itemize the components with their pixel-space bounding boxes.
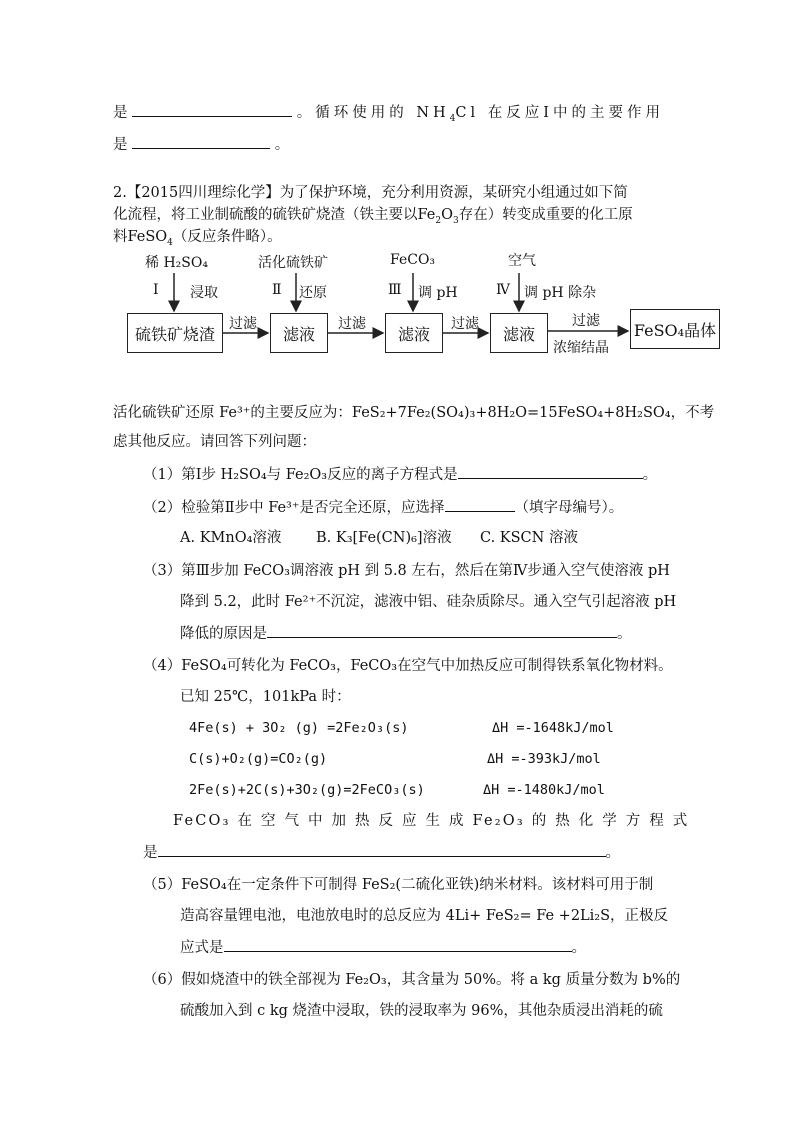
flow-box-product: FeSO₄晶体 — [630, 309, 720, 349]
reagent-3: FeCO₃ — [390, 252, 436, 268]
part-2-option-b: B. K₃[Fe(CN)₆]溶液 — [316, 530, 452, 546]
q2-intro-line3 — [113, 227, 282, 253]
text: Cl 在反应Ⅰ中的主要作用 — [455, 105, 664, 121]
part-3-line1: （3）第Ⅲ步加 FeCO₃调溶液 pH 到 5.8 左右，然后在第Ⅳ步通入空气使溶液 pH — [143, 563, 670, 579]
part-4-line1: （4）FeSO₄可转化为 FeCO₃，FeCO₃在空气中加热反应可制得铁系氧化物材料。 — [143, 658, 673, 674]
answer-blank[interactable] — [445, 497, 515, 512]
part-5-line3 — [180, 937, 586, 958]
answer-blank[interactable] — [267, 623, 617, 638]
text: 是 — [143, 845, 158, 861]
text: O — [441, 207, 453, 223]
answer-blank[interactable] — [458, 464, 643, 479]
answer-blank[interactable] — [132, 134, 270, 149]
arrow-label-2: 过滤 — [338, 316, 366, 332]
text: 4 — [167, 237, 173, 248]
text: 料FeSO — [113, 229, 168, 245]
text: 3 — [452, 215, 459, 226]
part-2 — [143, 497, 623, 518]
text: 。 — [274, 137, 290, 153]
flow-box-filtrate-1: 滤液 — [270, 313, 328, 353]
reaction-line1: 活化硫铁矿还原 Fe³⁺的主要反应为：FeS₂+7Fe₂(SO₄)₃+8H₂O=15FeSO₄+8H₂SO₄，不考 — [113, 405, 715, 421]
op-label-2: 还原 — [299, 285, 327, 301]
text: 4 — [449, 113, 456, 124]
part-4-line2: 已知 25℃，101kPa 时： — [180, 689, 351, 705]
op-label-4: 调 pH 除杂 — [524, 285, 597, 301]
answer-blank[interactable] — [224, 937, 572, 952]
flow-box-slag: 硫铁矿烧渣 — [127, 313, 223, 353]
equation-2: C(s)+O₂(g)=CO₂(g) — [189, 751, 328, 767]
op-label-3: 调 pH — [418, 285, 458, 301]
part-6-line2: 硫酸加入到 c kg 烧渣中浸取，铁的浸取率为 96%，其他杂质浸出消耗的硫 — [180, 1003, 663, 1019]
text: （1）第Ⅰ步 H₂SO₄与 Fe₂O₃反应的离子方程式是 — [143, 467, 458, 483]
text: 存在）转变成重要的化工原 — [458, 207, 633, 223]
part-6-line1: （6）假如烧渣中的铁全部视为 Fe₂O₃，其含量为 50%。将 a kg 质量分数为 b%的 — [143, 972, 681, 988]
text: 化流程，将工业制硫酸的硫铁矿烧渣（铁主要以Fe — [113, 207, 436, 223]
q2-intro-line1: 2.【2015四川理综化学】为了保护环境，充分利用资源，某研究小组通过如下简 — [113, 185, 628, 201]
arrow-label-4: 过滤 — [572, 313, 600, 329]
delta-h-1: ΔH =-1648kJ/mol — [492, 720, 614, 736]
flow-box-filtrate-2: 滤液 — [385, 313, 443, 353]
q1-tail-line2 — [113, 134, 289, 155]
part-5-line1: （5）FeSO₄在一定条件下可制得 FeS₂(二硫化亚铁)纳米材料。该材料可用于制 — [143, 877, 654, 893]
answer-blank[interactable] — [132, 102, 292, 117]
part-1 — [143, 464, 657, 485]
text: 。 — [617, 626, 632, 642]
op-label-1: 浸取 — [190, 285, 218, 301]
text: （反应条件略）。 — [172, 229, 282, 245]
step-label-4: Ⅳ — [496, 282, 510, 298]
part-3-line2: 降到 5.2，此时 Fe²⁺不沉淀，滤液中铝、硅杂质除尽。通入空气引起溶液 pH — [180, 594, 677, 610]
text: 。 — [642, 467, 658, 483]
text: 。 — [571, 940, 586, 956]
text: 2 — [435, 215, 442, 226]
arrow-label-1: 过滤 — [229, 316, 257, 332]
flow-box-filtrate-3: 滤液 — [490, 313, 548, 353]
equation-3: 2Fe(s)+2C(s)+3O₂(g)=2FeCO₃(s) — [189, 782, 425, 798]
part-4-line7 — [143, 842, 620, 863]
equation-1: 4Fe(s) + 3O₂ (g) =2Fe₂O₃(s) — [189, 720, 409, 736]
reaction-line2: 虑其他反应。请回答下列问题： — [113, 434, 316, 450]
part-2-option-a: A. KMnO₄溶液 — [180, 530, 282, 546]
part-3-line3 — [180, 623, 632, 644]
reagent-2: 活化硫铁矿 — [258, 255, 328, 271]
text: （填字母编号）。 — [514, 500, 624, 516]
text: 降低的原因是 — [180, 626, 267, 642]
text: （2）检验第Ⅱ步中 Fe³⁺是否完全还原，应选择 — [143, 500, 445, 516]
text: 。 — [605, 845, 620, 861]
reagent-1: 稀 H₂SO₄ — [145, 255, 208, 271]
text: 应式是 — [180, 940, 224, 956]
text: 。循环使用的 NH — [296, 105, 450, 121]
part-4-line6: FeCO₃ 在 空 气 中 加 热 反 应 生 成 Fe₂O₃ 的 热 化 学 方 程 式 — [173, 813, 690, 829]
part-2-option-c: C. KSCN 溶液 — [480, 530, 578, 546]
part-5-line2: 造高容量锂电池，电池放电时的总反应为 4Li+ FeS₂= Fe +2Li₂S，正极反 — [180, 908, 669, 924]
reagent-4: 空气 — [508, 253, 536, 269]
text: 是 — [113, 137, 128, 153]
delta-h-3: ΔH =-1480kJ/mol — [483, 782, 605, 798]
arrow-label-4-below: 浓缩结晶 — [553, 340, 609, 356]
delta-h-2: ΔH =-393kJ/mol — [487, 751, 601, 767]
arrow-label-3: 过滤 — [451, 316, 479, 332]
answer-blank[interactable] — [158, 842, 606, 857]
step-label-3: Ⅲ — [388, 282, 402, 298]
step-label-2: Ⅱ — [272, 282, 282, 298]
q1-tail-line1 — [113, 102, 664, 129]
text: 是 — [113, 105, 128, 121]
step-label-1: Ⅰ — [153, 282, 159, 298]
